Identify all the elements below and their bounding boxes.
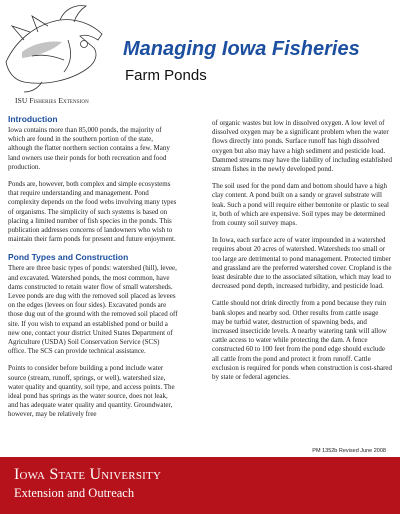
introduction-heading: Introduction: [8, 114, 58, 124]
pond-types-heading: Pond Types and Construction: [8, 252, 129, 263]
right-paragraph-4: Cattle should not drink directly from a pond because they ruin bank slopes and nearby sod. Other results from cattle usage may be turbid water, destruction of spawning beds, and increased insecticide levels. A nearby watering tank will allow cattle access to water while protecting the dam. A fence constructed 60 to 100 feet from the pond edge should exclude all cattle from the pond and protect it from runoff. Cattle exclusion is required for ponds when construction is cost-shared by state or federal agencies.: [212, 299, 393, 382]
right-paragraph-2: The soil used for the pond dam and bottom should have a high clay content. A pond built on a sandy or gravel substrate will leak. Such a pond will require either bentonite or plastic to seal it, both of which are expensive. Soil types may be determined from county soil survey maps.: [212, 182, 389, 228]
page-subtitle: Farm Ponds: [125, 67, 207, 84]
largemouth-bass-illustration: [2, 0, 106, 94]
university-wordmark: Iowa State University: [14, 466, 162, 483]
right-paragraph-3: In Iowa, each surface acre of water impounded in a watershed requires about 20 acres of watershed. Watersheds too small or too large are detrimental to pond management. Protected timber and grassland are the preferred watershed cover. Cropland is the least desirable due to the associated siltation, which may lead to decreased pond depth, increased turbidity, and pesticide load.: [212, 236, 392, 291]
page-title: Managing Iowa Fisheries: [123, 38, 360, 60]
right-paragraph-1: of organic wastes but low in dissolved oxygen. A low level of dissolved oxygen may be a significant problem when the water flows directly into ponds. Surface runoff has high dissolved oxygen but also may have a high sediment and pesticide load. Dammed streams may have the liability of including established stream fishes in the newly developed pond.: [212, 119, 393, 174]
publication-number: PM 1352b Revised June 2008: [312, 448, 386, 454]
pond-types-paragraph-1: There are three basic types of ponds: watershed (hill), levee, and excavated. Watershed ponds, the most common, have dams constructed to retain water flow of small watersheds. Levee ponds are dug with the removed soil placed as levees on the edges (levees on four sides). Excavated ponds are those dug out of the ground with the removed soil placed off site. If you wish to expand an established pond or build a new one, contact your district United States Department of Agriculture (USDA) Soil Conservation Service (SCS) office. The SCS can provide technical assistance.: [8, 264, 178, 356]
pond-types-paragraph-2: Points to consider before building a pond include water source (stream, runoff, springs, or well), watershed size, water quality and quantity, soil type, and access points. The ideal pond has springs as the water source, does not leak, and has adequate water quality and quantity. Groundwater, however, may be relatively free: [8, 364, 175, 419]
left-column: [8, 114, 178, 428]
extension-wordmark: Extension and Outreach: [14, 486, 135, 500]
intro-paragraph-1: Iowa contains more than 85,000 ponds, the majority of which are found in the southern portion of the state, although the flatter northern section contains a few. Many land owners use their ponds for both recreation and food production.: [8, 126, 170, 171]
extension-label: ISU Fisheries Extension: [15, 96, 89, 105]
intro-paragraph-2: Ponds are, however, both complex and simple ecosystems that require understanding and management. Pond complexity depends on the food webs involving many types of organisms. The simplicity of such systems is based on placing a limited number of fish species in the ponds. This publication addresses concerns of landowners who wish to maintain their farm ponds for present and future enjoyment.: [8, 180, 177, 244]
right-column: [212, 119, 392, 390]
